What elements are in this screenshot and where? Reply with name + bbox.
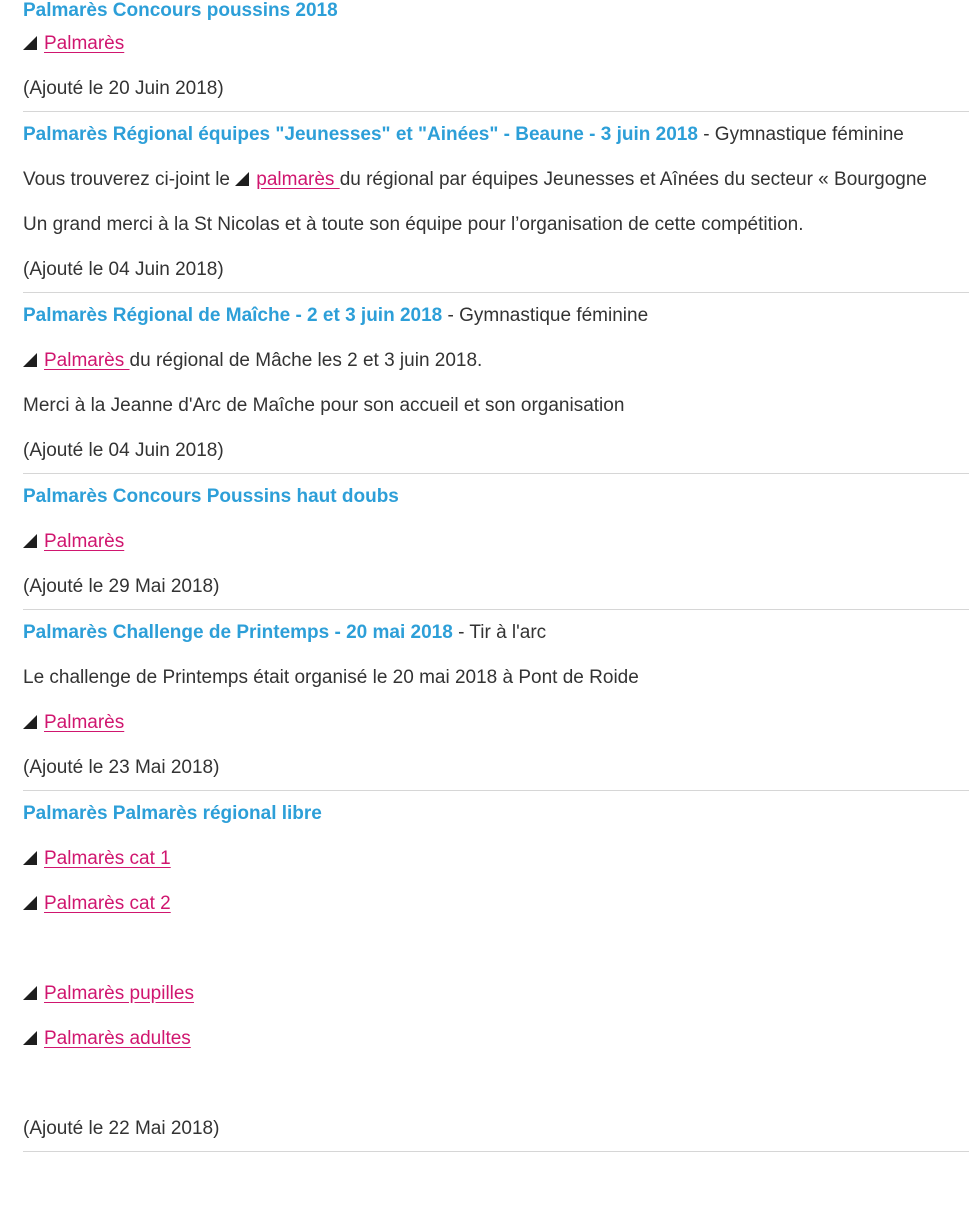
palmares-link[interactable]: palmarès [256,169,340,190]
blank-line [23,926,969,971]
date-added-text: (Ajouté le 29 Mai 2018) [23,576,220,597]
entry-title-line [23,112,969,157]
link-line [23,519,969,564]
entry-title: Palmarès Concours poussins 2018 [23,0,338,21]
entry-title-line [23,474,969,519]
entry-title: Palmarès Concours Poussins haut doubs [23,486,399,507]
corner-arrow-icon [23,353,37,367]
entry-title-line [23,610,969,655]
date-added-text: (Ajouté le 20 Juin 2018) [23,78,224,99]
news-entry [23,791,969,1152]
date-added [23,1106,969,1151]
date-added [23,247,969,292]
palmares-link[interactable]: Palmarès [44,33,125,54]
date-added-text: (Ajouté le 23 Mai 2018) [23,757,220,778]
link-line [23,338,969,383]
corner-arrow-icon [23,534,37,548]
link-line [23,881,969,926]
news-entry [23,293,969,474]
palmares-link[interactable]: Palmarès [44,350,130,371]
link-line [23,21,969,66]
entry-text [23,202,969,247]
palmares-link[interactable]: Palmarès [44,712,125,733]
entry-title-line [23,791,969,836]
corner-arrow-icon [23,986,37,1000]
news-entry [23,610,969,791]
corner-arrow-icon [23,896,37,910]
corner-arrow-icon [23,1031,37,1045]
link-line [23,700,969,745]
date-added [23,66,969,111]
date-added-text: (Ajouté le 04 Juin 2018) [23,259,224,280]
news-list [23,0,969,1152]
palmares-link[interactable]: Palmarès [44,531,125,552]
corner-arrow-icon [23,851,37,865]
intro-after: du régional par équipes Jeunesses et Aînées du secteur « Bourgogne [339,169,927,190]
blank-line [23,1061,969,1106]
date-added [23,745,969,790]
entry-title: Palmarès Challenge de Printemps - 20 mai 2018 [23,622,453,643]
corner-arrow-icon [23,715,37,729]
intro-before: Vous trouverez ci-joint le [23,169,236,190]
entry-category: - Tir à l'arc [452,622,547,643]
palmares-cat2-link[interactable]: Palmarès cat 2 [44,893,171,914]
entry-text [23,383,969,428]
news-entry [23,0,969,112]
palmares-pupilles-link[interactable]: Palmarès pupilles [44,983,194,1004]
entry-title: Palmarès Régional équipes "Jeunesses" et "Ainées" - Beaune - 3 juin 2018 [23,124,698,145]
date-added-text: (Ajouté le 04 Juin 2018) [23,440,224,461]
link-line [23,1016,969,1061]
entry-title: Palmarès Régional de Maîche - 2 et 3 juin 2018 [23,305,443,326]
news-entry [23,474,969,610]
entry-title: Palmarès Palmarès régional libre [23,803,322,824]
link-line [23,836,969,881]
entry-text [23,655,969,700]
link-after: du régional de Mâche les 2 et 3 juin 2018. [129,350,483,371]
entry-title-line [23,293,969,338]
entry-title-line [23,0,969,21]
thanks-text: Merci à la Jeanne d'Arc de Maîche pour son accueil et son organisation [23,395,625,416]
entry-category: - Gymnastique féminine [697,124,904,145]
description-text: Le challenge de Printemps était organisé le 20 mai 2018 à Pont de Roide [23,667,639,688]
entry-text [23,157,969,202]
corner-arrow-icon [23,36,37,50]
date-added [23,564,969,609]
thanks-text: Un grand merci à la St Nicolas et à toute son équipe pour l’organisation de cette compétition. [23,214,804,235]
link-line [23,971,969,1016]
entry-category: - Gymnastique féminine [442,305,649,326]
palmares-cat1-link[interactable]: Palmarès cat 1 [44,848,171,869]
date-added [23,428,969,473]
news-entry [23,112,969,293]
palmares-adultes-link[interactable]: Palmarès adultes [44,1028,191,1049]
date-added-text: (Ajouté le 22 Mai 2018) [23,1118,220,1139]
corner-arrow-icon [235,172,249,186]
